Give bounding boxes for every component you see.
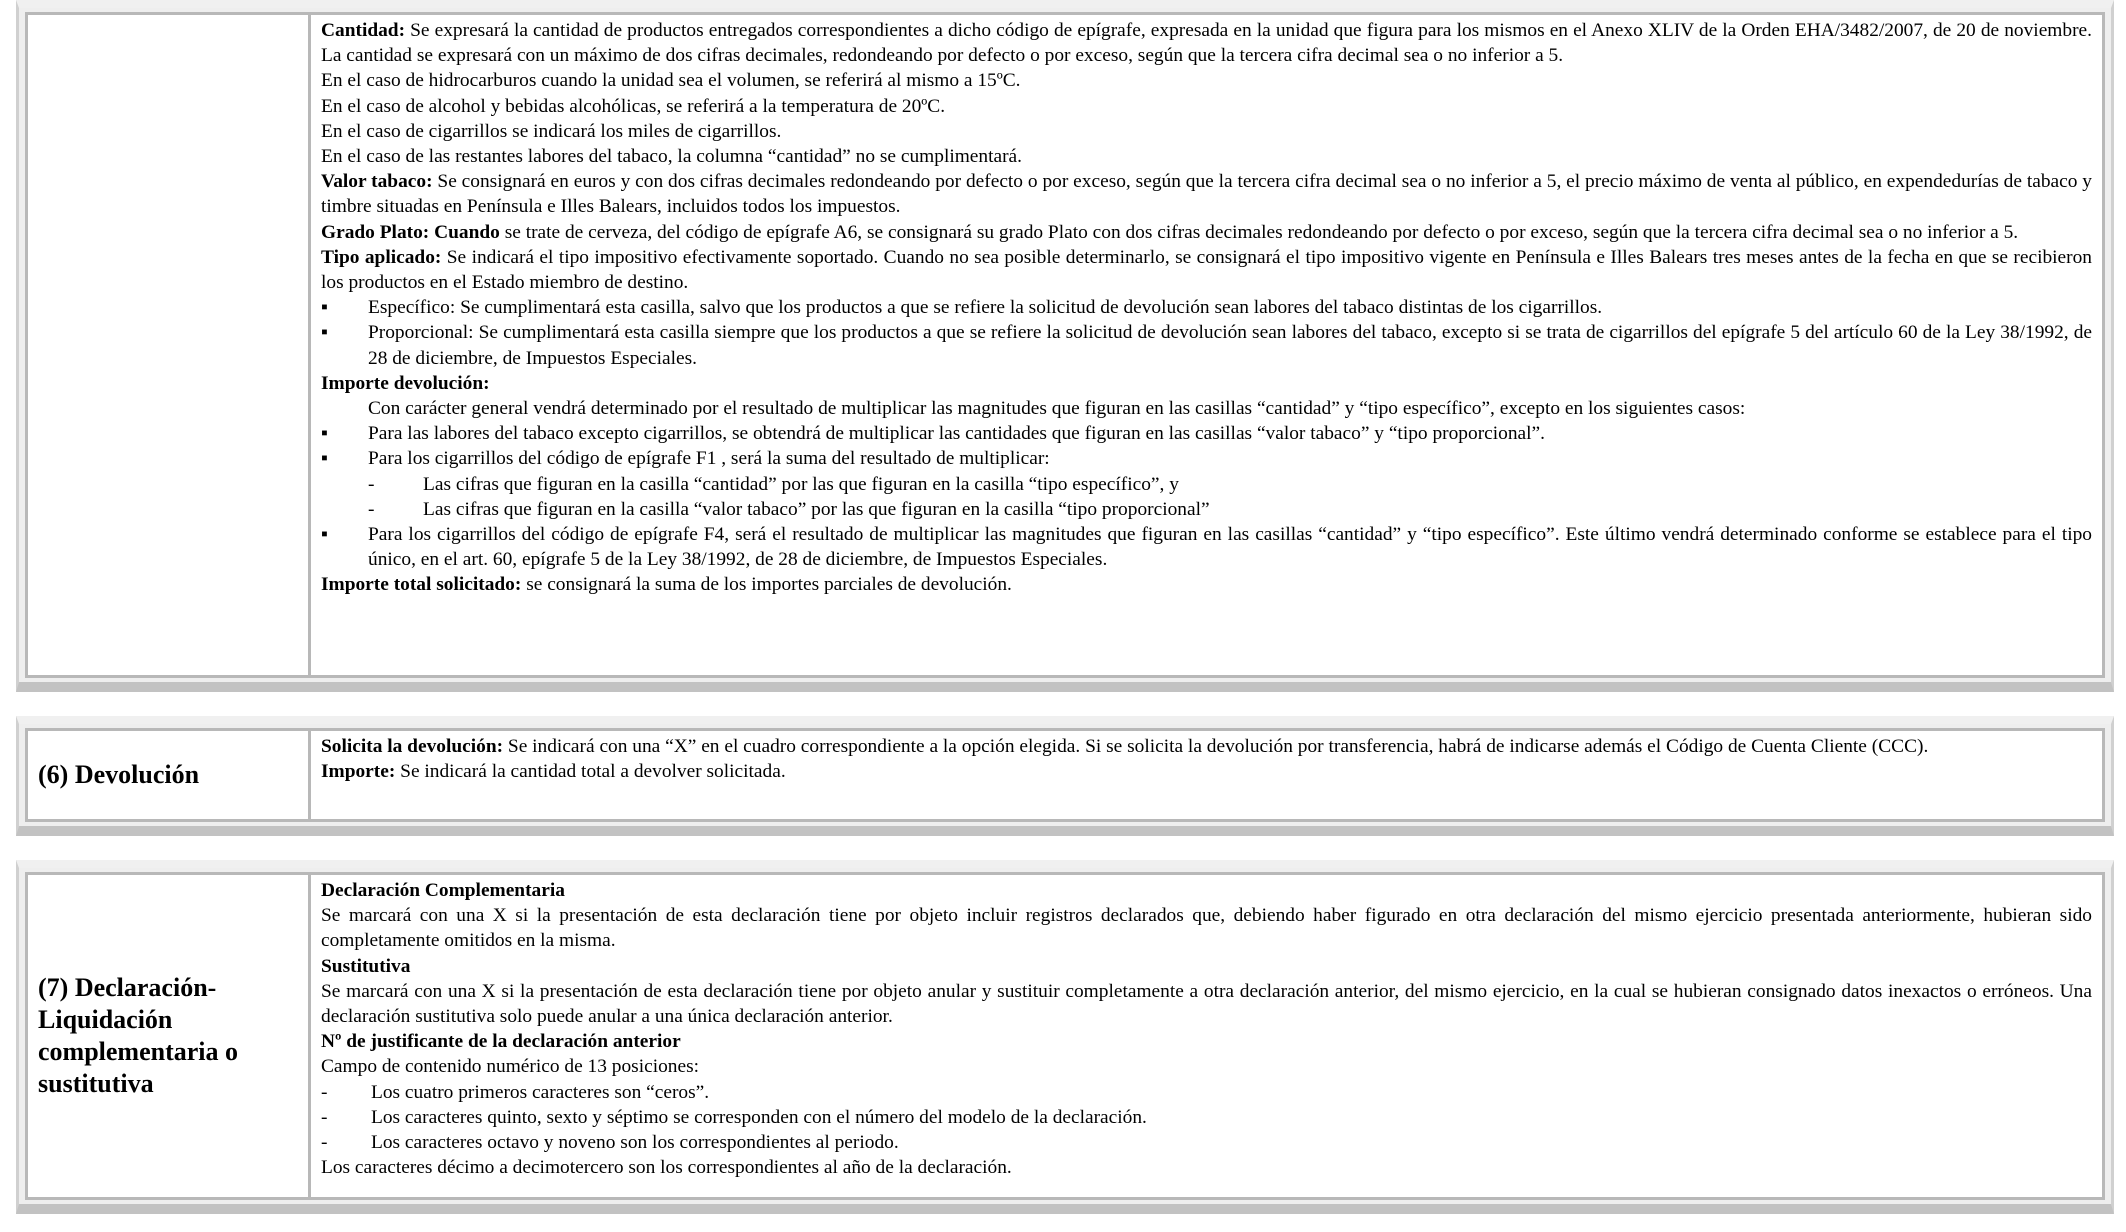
- heading-importe-devolucion: Importe devolución:: [321, 372, 490, 394]
- dash-marker: -: [321, 1106, 328, 1128]
- bullet-marker: ▪: [321, 423, 328, 445]
- paragraph-importe-total: Importe total solicitado: se consignará la suma de los importes parciales de devolución.: [321, 574, 1012, 596]
- paragraph-grado-plato: Grado Plato: Cuando se trate de cerveza, del código de epígrafe A6, se consignará su grado Plato con dos cifras decimales redondeando por defecto o por exceso, según que la tercera cifra decimal sea o no inferior a 5.: [321, 221, 2019, 243]
- section-declaracion-complementaria: [16, 860, 2114, 1214]
- dash-marker: -: [368, 498, 375, 520]
- section-label-devolucion: (6) Devolución: [28, 731, 311, 819]
- dash-item-cantidad: - Las cifras que figuran en la casilla “cantidad” por las que figuran en la casilla “tipo específico”, y: [321, 472, 2092, 497]
- bullet-cigarrillos-f4: ▪ Para los cigarrillos del código de epígrafe F4, será el resultado de multiplicar las magnitudes que figuran en las casillas “cantidad” y “tipo específico”. Este último vendrá determinado conforme se establece para el tipo único, en el art. 60, epígrafe 5 de la Ley 38/1992, de 28 de diciembre, de Impuestos Especiales.: [321, 524, 2092, 571]
- dash-item-ceros: - Los cuatro primeros caracteres son “ceros”.: [321, 1080, 2092, 1105]
- dash-item-periodo: - Los caracteres octavo y noveno son los correspondientes al periodo.: [321, 1130, 2092, 1155]
- section-label-declaracion: (7) Declaración-Liquidación complementaria o sustitutiva: [28, 875, 311, 1197]
- heading-justificante: Nº de justificante de la declaración anterior: [321, 1031, 681, 1053]
- paragraph-complementaria: Se marcará con una X si la presentación de esta declaración tiene por objeto incluir registros declarados que, debiendo haber figurado en otra declaración del mismo ejercicio presentada anteriormente, hubieran sido completamente omitidos en la misma.: [321, 905, 2092, 952]
- bullet-labores-tabaco: ▪ Para las labores del tabaco excepto cigarrillos, se obtendrá de multiplicar las cantidades que figuran en las casillas “valor tabaco” y “tipo proporcional”.: [321, 421, 2092, 446]
- bullet-especifico: ▪ Específico: Se cumplimentará esta casilla, salvo que los productos a que se refiere la solicitud de devolución sean labores del tabaco distintas de los cigarrillos.: [321, 295, 2092, 320]
- section-table: [25, 728, 2105, 822]
- section-content-cell: [311, 731, 2102, 819]
- paragraph-hidrocarburos: En el caso de hidrocarburos cuando la unidad sea el volumen, se referirá al mismo a 15ºC.: [321, 70, 1021, 92]
- dash-marker: -: [321, 1081, 328, 1103]
- section-content-cell: [311, 875, 2102, 1197]
- paragraph-anio: Los caracteres décimo a decimotercero son los correspondientes al año de la declaración.: [321, 1157, 1012, 1179]
- paragraph-sustitutiva: Se marcará con una X si la presentación de esta declaración tiene por objeto anular y sustituir completamente a otra declaración anterior, del mismo ejercicio, en la cual se hubieran consignado datos inexactos o erróneos. Una declaración sustitutiva solo puede anular a una única declaración anterior.: [321, 980, 2092, 1028]
- heading-complementaria: Declaración Complementaria: [321, 880, 565, 901]
- section-label-cell: [28, 15, 311, 675]
- bullet-proporcional: ▪ Proporcional: Se cumplimentará esta casilla siempre que los productos a que se refiere la solicitud de devolución sean labores del tabaco, excepto si se trata de cigarrillos del epígrafe 5 del artículo 60 de la Ley 38/1992, de 28 de diciembre, de Impuestos Especiales.: [321, 322, 2092, 369]
- bullet-cigarrillos-f1: ▪ Para los cigarrillos del código de epígrafe F1 , será la suma del resultado de multiplicar:: [321, 446, 2092, 471]
- section-devolucion: [16, 716, 2114, 836]
- heading-sustitutiva: Sustitutiva: [321, 955, 411, 977]
- section-content-cell: [311, 15, 2102, 675]
- section-field-definitions: [16, 0, 2114, 692]
- dash-marker: -: [321, 1132, 328, 1154]
- paragraph-alcohol: En el caso de alcohol y bebidas alcohólicas, se referirá a la temperatura de 20ºC.: [321, 95, 946, 117]
- paragraph-importe-intro: Con carácter general vendrá determinado por el resultado de multiplicar las magnitudes que figuran en las casillas “cantidad” y “tipo específico”, excepto en los siguientes casos:: [368, 398, 1746, 420]
- section-table: [25, 872, 2105, 1200]
- section-table: [25, 12, 2105, 678]
- dash-item-valor-tabaco: - Las cifras que figuran en la casilla “valor tabaco” por las que figuran en la casilla “tipo proporcional”: [321, 497, 2092, 522]
- paragraph-campo-numerico: Campo de contenido numérico de 13 posiciones:: [321, 1056, 700, 1078]
- dash-item-modelo: - Los caracteres quinto, sexto y séptimo se corresponden con el número del modelo de la declaración.: [321, 1105, 2092, 1130]
- paragraph-solicita-devolucion: Solicita la devolución: Se indicará con una “X” en el cuadro correspondiente a la opción elegida. Si se solicita la devolución por transferencia, habrá de indicarse además el Código de Cuenta Cliente (CCC).: [321, 736, 1929, 757]
- paragraph-tipo-aplicado: Tipo aplicado: Se indicará el tipo impositivo efectivamente soportado. Cuando no sea posible determinarlo, se consignará el tipo impositivo vigente en Península e Illes Balears tres meses antes de la fecha en que se recibieron los productos en el Estado miembro de destino.: [321, 246, 2092, 294]
- dash-marker: -: [368, 473, 375, 495]
- bullet-marker: ▪: [321, 297, 328, 319]
- paragraph-restantes-labores: En el caso de las restantes labores del tabaco, la columna “cantidad” no se cumplimentará.: [321, 146, 1023, 168]
- bullet-marker: ▪: [321, 524, 328, 546]
- paragraph-cigarrillos: En el caso de cigarrillos se indicará los miles de cigarrillos.: [321, 120, 782, 142]
- paragraph-cantidad: Cantidad: Se expresará la cantidad de productos entregados correspondientes a dicho código de epígrafe, expresada en la unidad que figura para los mismos en el Anexo XLIV de la Orden EHA/3482/2007, de 20 de noviembre. La cantidad se expresará con un máximo de dos cifras decimales, redondeando por defecto o por exceso, según que la tercera cifra decimal sea o no inferior a 5.: [321, 20, 2092, 67]
- bullet-marker: ▪: [321, 448, 328, 470]
- paragraph-valor-tabaco: Valor tabaco: Se consignará en euros y con dos cifras decimales redondeando por defecto o por exceso, según que la tercera cifra decimal sea o no inferior a 5, el precio máximo de venta al público, en expendedurías de tabaco y timbre situadas en Península e Illes Balears, incluidos todos los impuestos.: [321, 171, 2092, 218]
- paragraph-importe: Importe: Se indicará la cantidad total a devolver solicitada.: [321, 761, 786, 783]
- bullet-marker: ▪: [321, 322, 328, 344]
